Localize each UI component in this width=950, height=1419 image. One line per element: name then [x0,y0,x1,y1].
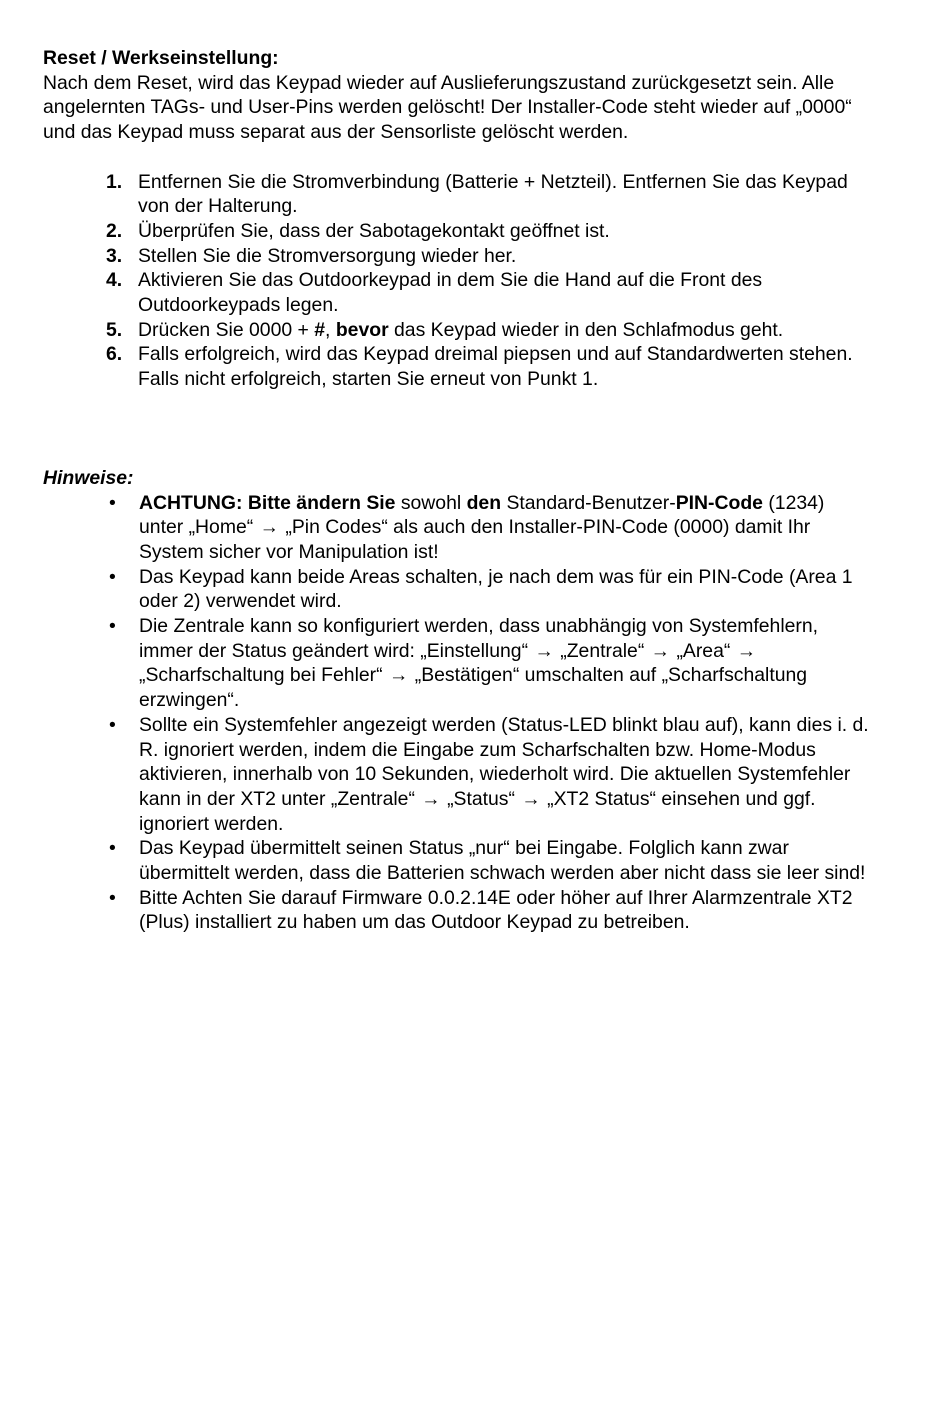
step-number: 4. [106,269,123,292]
note-item [43,614,873,713]
step-text: Falls erfolgreich, wird das Keypad dreimal piepsen und auf Standardwerten stehen. Falls nicht erfolgreich, starten Sie erneut von Punkt 1. [138,343,853,391]
reset-step [43,170,873,219]
step-number: 1. [106,170,123,193]
arrow-right-icon: → [736,639,757,662]
arrow-right-icon: → [650,639,671,662]
note-text: „Bestätigen“ umschalten auf „Scharfschaltung erzwingen“. [139,664,808,712]
note-text: „Status“ [441,787,521,810]
step-text-bold: # [314,318,326,341]
note-text: Bitte Achten Sie darauf Firmware 0.0.2.14E oder höher auf Ihrer Alarmzentrale XT2 (Plus) installiert zu haben um das Outdoor Keypad zu betreiben. [139,886,853,934]
reset-step [43,342,873,391]
step-text: Entfernen Sie die Stromverbindung (Batterie + Netzteil). Entfernen Sie das Keypad von der Halterung. [138,170,848,218]
note-bold: : [235,491,248,514]
note-bold: Bitte ändern Sie [247,491,396,514]
reset-step [43,219,873,244]
note-item [43,836,873,885]
bullet-icon: • [109,713,116,736]
note-item [43,491,873,565]
step-text: Aktivieren Sie das Outdoorkeypad in dem Sie die Hand auf die Front des Outdoorkeypads legen. [138,269,763,317]
note-text: Die Zentrale kann so konfiguriert werden, dass unabhängig von Systemfehlern, immer der Status geändert wird: „Einstellung“ [139,615,819,662]
note-text: Sollte ein Systemfehler angezeigt werden (Status-LED blinkt blau auf), kann dies i. d. R. ignoriert werden, indem die Eingabe zum Scharfschalten bzw. Home-Modus aktivieren, innerhalb von 10 Sekunden, wiederholt wird. Die aktuellen Systemfehler kann in der XT2 unter „Zentrale“ [139,713,869,810]
step-text-bold: bevor [335,318,389,341]
reset-step [43,244,873,269]
step-number: 5. [106,318,123,341]
notes-list [43,491,873,936]
step-text: Überprüfen Sie, dass der Sabotagekontakt geöffnet ist. [138,219,610,242]
step-number: 3. [106,244,123,267]
note-text: (1234) unter „Home“ [139,491,825,539]
note-text: „XT2 Status“ einsehen und ggf. ignoriert werden. [139,787,816,835]
note-text: sowohl [395,491,467,514]
bullet-icon: • [109,886,116,909]
note-text: „Pin Codes“ als auch den Installer-PIN-Code (0000) damit Ihr System sicher vor Manipulation ist! [139,516,811,563]
arrow-right-icon: → [421,787,441,810]
bullet-icon: • [109,615,116,638]
note-item [43,713,873,837]
reset-step [43,268,873,317]
bullet-icon: • [109,837,116,860]
note-item [43,886,873,935]
note-text: Das Keypad kann beide Areas schalten, je nach dem was für ein PIN-Code (Area 1 oder 2) verwendet wird. [139,565,853,613]
notes-heading: Hinweise: [43,466,134,489]
note-text: „Zentrale“ [554,639,650,662]
step-text [138,319,783,341]
note-bold: ACHTUNG [139,491,236,514]
note-item [43,565,873,614]
note-text: „Scharfschaltung bei Fehler“ [139,664,388,687]
reset-step [43,318,873,343]
bullet-icon: • [109,565,116,588]
reset-heading: Reset / Werkseinstellung: [43,47,279,69]
step-text-part: Drücken Sie 0000 + [138,318,315,341]
note-bold: den [466,491,502,514]
note-text: „Area“ [671,639,736,662]
reset-intro: Nach dem Reset, wird das Keypad wieder auf Auslieferungszustand zurückgesetzt sein. Alle angelernten TAGs- und User-Pins werden gelöscht! Der Installer-Code steht wieder auf „0000“ und das Keypad muss separat aus der Sensorliste gelöscht werden. [43,71,852,144]
step-text: Stellen Sie die Stromversorgung wieder her. [138,244,517,267]
step-number: 6. [106,343,123,366]
arrow-right-icon: → [259,516,280,539]
note-bold: PIN-Code [675,491,763,514]
note-text: Das Keypad übermittelt seinen Status „nur“ bei Eingabe. Folglich kann zwar übermittelt werden, dass die Batterien schwach werden aber nicht dass sie leer sind! [139,837,866,885]
arrow-right-icon: → [521,787,541,810]
step-text-part: das Keypad wieder in den Schlafmodus geht. [388,318,784,341]
step-number: 2. [106,219,123,242]
note-text: Standard-Benutzer- [501,491,676,514]
reset-steps-list [43,170,873,392]
document-page [43,46,873,935]
step-text-part: , [325,318,336,341]
arrow-right-icon: → [388,664,409,687]
arrow-right-icon: → [534,639,554,662]
bullet-icon: • [109,491,116,514]
